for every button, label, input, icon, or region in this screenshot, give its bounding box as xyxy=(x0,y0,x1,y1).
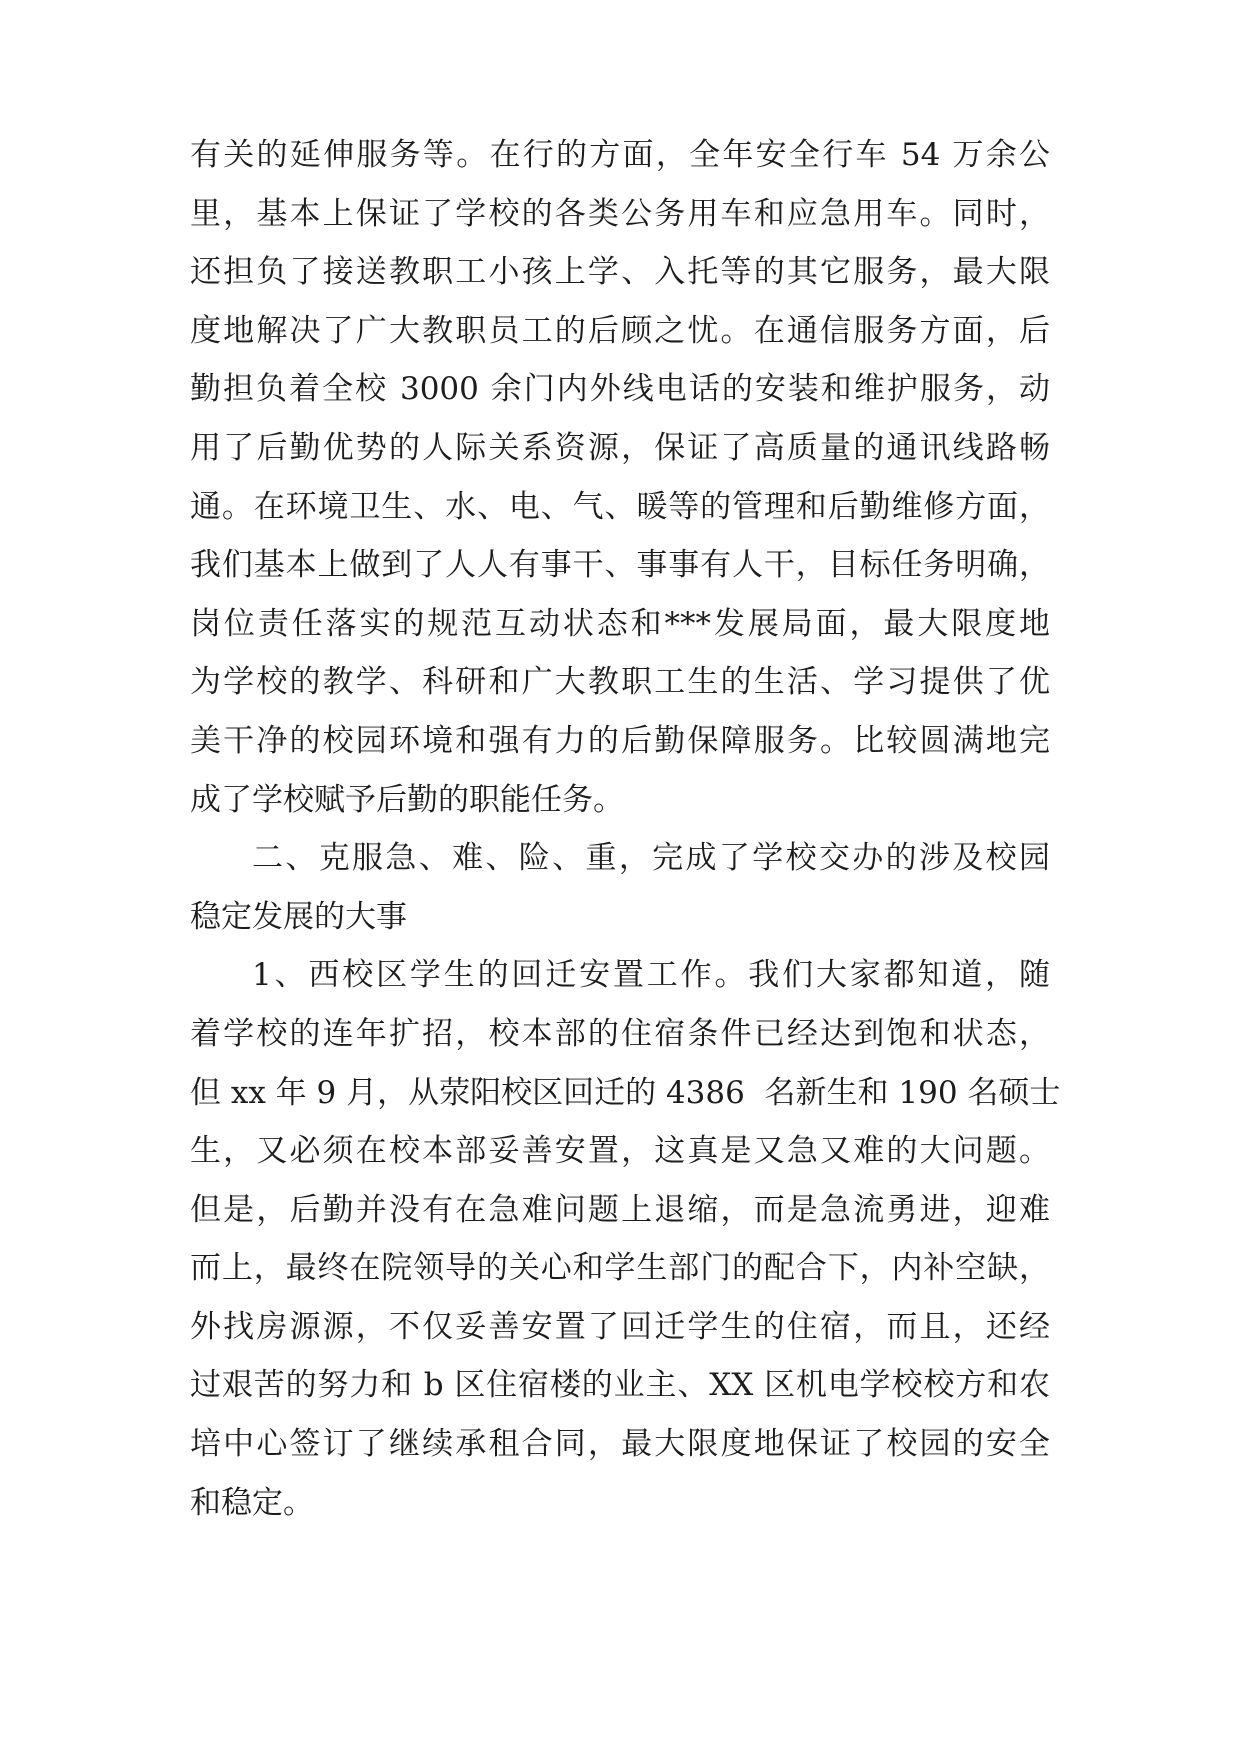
text-line: 但 xx 年 9 月，从荥阳校区回迁的 4386 名新生和 190 名硕士 xyxy=(190,1074,1061,1111)
text-line: 但是，后勤并没有在急难问题上退缩，而是急流勇进，迎难 xyxy=(190,1191,1050,1228)
text-line: 还担负了接送教职工小孩上学、入托等的其它服务，最大限 xyxy=(190,254,1050,291)
text-line: 1、西校区学生的回迁安置工作。我们大家都知道，随 xyxy=(252,957,1050,994)
text-line: 为学校的教学、科研和广大教职工生的生活、学习提供了优 xyxy=(190,664,1050,701)
text-line: 我们基本上做到了人人有事干、事事有人干，目标任务明确， xyxy=(190,547,1050,584)
section-heading-line: 稳定发展的大事 xyxy=(190,898,407,935)
text-line: 有关的延伸服务等。在行的方面，全年安全行车 54 万余公 xyxy=(190,137,1050,173)
section-heading-line: 二、克服急、难、险、重，完成了学校交办的涉及校园 xyxy=(252,840,1050,877)
text-line: 外找房源源，不仅妥善安置了回迁学生的住宿，而且，还经 xyxy=(190,1308,1050,1345)
text-line: 用了后勤优势的人际关系资源，保证了高质量的通讯线路畅 xyxy=(190,429,1050,466)
text-line: 培中心签订了继续承租合同，最大限度地保证了校园的安全 xyxy=(190,1426,1050,1463)
text-line: 生，又必须在校本部妥善安置，这真是又急又难的大问题。 xyxy=(190,1133,1050,1170)
text-line: 度地解决了广大教职员工的后顾之忧。在通信服务方面，后 xyxy=(190,312,1050,349)
text-line: 通。在环境卫生、水、电、气、暖等的管理和后勤维修方面， xyxy=(190,488,1050,525)
text-line: 岗位责任落实的规范互动状态和***发展局面，最大限度地 xyxy=(190,605,1050,642)
document-body xyxy=(190,126,1061,1532)
text-line: 而上，最终在院领导的关心和学生部门的配合下，内补空缺， xyxy=(190,1250,1050,1287)
text-line: 和稳定。 xyxy=(190,1484,314,1521)
text-line: 勤担负着全校 3000 余门内外线电话的安装和维护服务，动 xyxy=(190,371,1050,408)
text-line: 过艰苦的努力和 b 区住宿楼的业主、XX 区机电学校校方和农 xyxy=(190,1367,1050,1404)
text-line: 里，基本上保证了学校的各类公务用车和应急用车。同时， xyxy=(190,195,1050,232)
text-line: 成了学校赋予后勤的职能任务。 xyxy=(190,781,624,818)
text-line: 美干净的校园环境和强有力的后勤保障服务。比较圆满地完 xyxy=(190,722,1050,759)
text-line: 着学校的连年扩招，校本部的住宿条件已经达到饱和状态， xyxy=(190,1015,1050,1052)
